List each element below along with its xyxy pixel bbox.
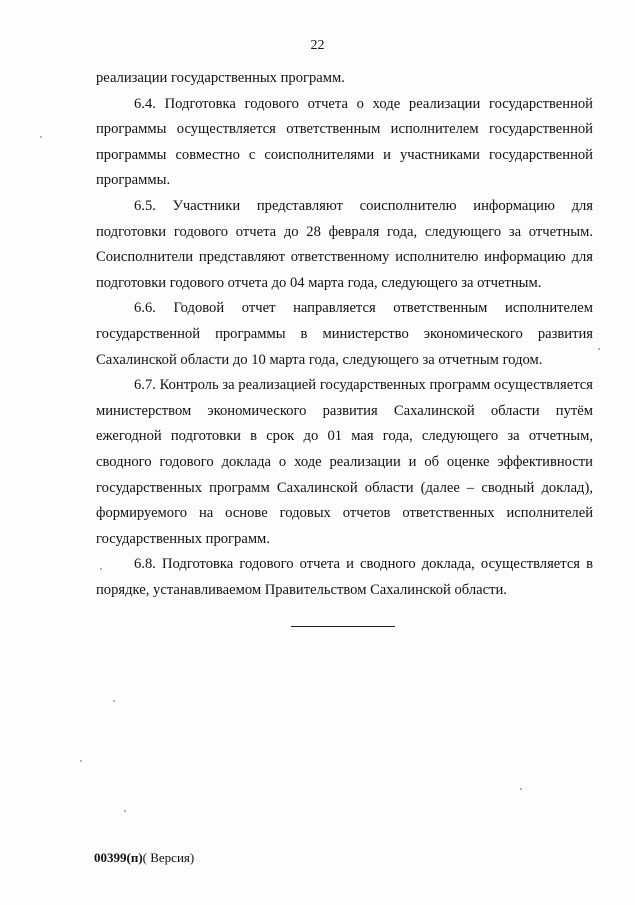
scan-speck <box>520 788 522 790</box>
scan-speck <box>80 760 82 762</box>
document-version-label: ( Версия) <box>142 850 195 865</box>
paragraph-6-6: 6.6. Годовой отчет направляется ответственным исполнителем государственной программы в министерство экономического развития Сахалинской области до 10 марта года, следующего за отчетным годом. <box>96 300 593 368</box>
end-of-text-rule <box>291 626 395 627</box>
scan-speck <box>113 700 115 702</box>
scan-speck <box>100 568 102 570</box>
paragraph-continuation: реализации государственных программ. <box>96 70 345 86</box>
scan-speck <box>40 136 42 138</box>
page-number: 22 <box>310 38 325 53</box>
paragraph-6-4: 6.4. Подготовка годового отчета о ходе реализации государственной программы осуществляется ответственным исполнителем государственной программы совместно с соисполнителями и участниками государственной программы. <box>96 95 593 189</box>
footer <box>94 850 194 866</box>
scan-speck <box>598 348 600 350</box>
paragraph-6-7: 6.7. Контроль за реализацией государственных программ осуществляется министерством экономического развития Сахалинской области путём ежегодной подготовки в срок до 01 мая года, следующего за отчетным, сводного годового доклада о ходе реализации и об оценке эффективности государственных программ Сахалинской области (далее – сводный доклад), формируемого на основе годовых отчетов ответственных исполнителей государственных программ. <box>96 377 593 547</box>
scan-speck <box>124 810 126 812</box>
document-body <box>96 66 593 603</box>
paragraph-6-5: 6.5. Участники представляют соисполнителю информацию для подготовки годового отчета до 28 февраля года, следующего за отчетным. Соисполнители представляют ответственному исполнителю информацию для подготовки годового отчета до 04 марта года, следующего за отчетным. <box>96 197 593 291</box>
paragraph-6-8: 6.8. Подготовка годового отчета и сводного доклада, осуществляется в порядке, устанавливаемом Правительством Сахалинской области. <box>96 556 593 598</box>
document-code: 00399(п) <box>94 850 143 865</box>
